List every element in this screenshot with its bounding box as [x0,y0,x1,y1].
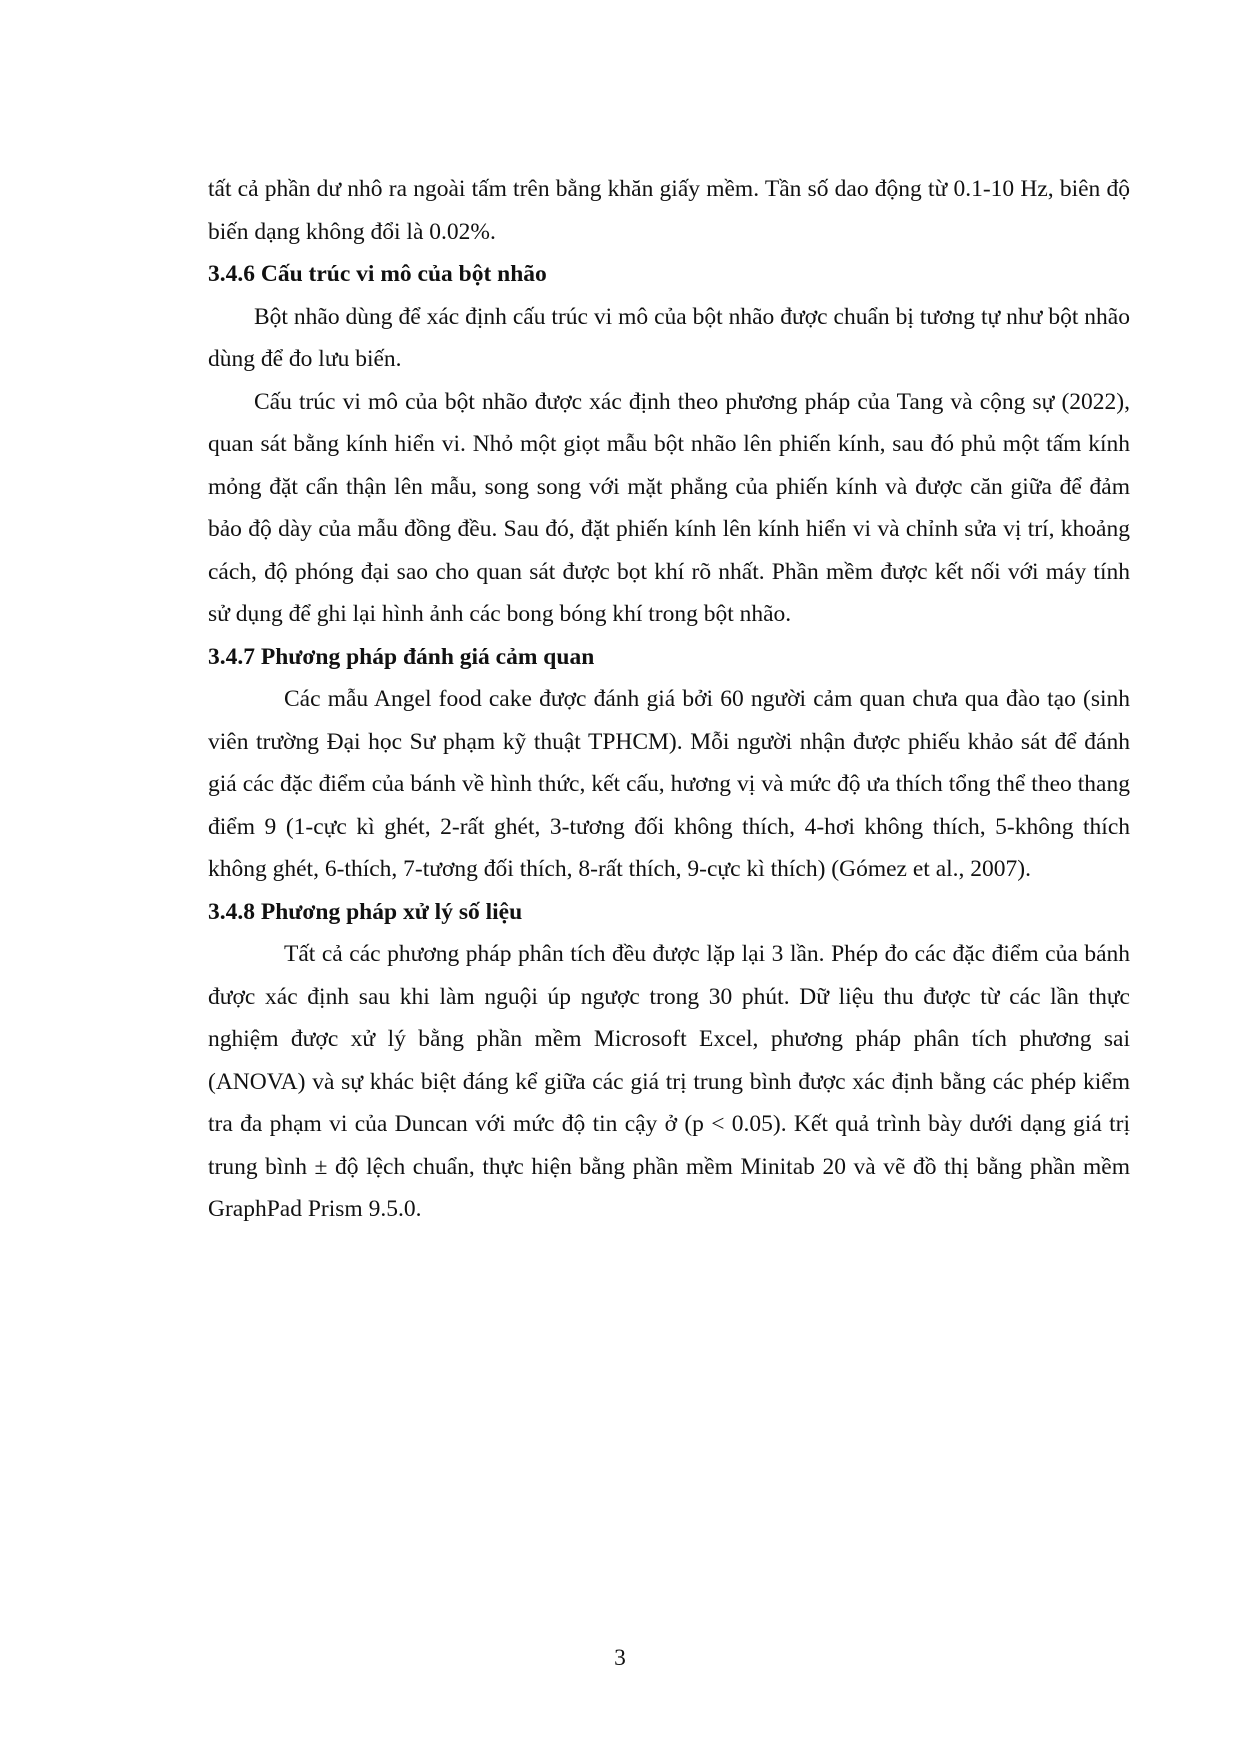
continuation-paragraph: tất cả phần dư nhô ra ngoài tấm trên bằng khăn giấy mềm. Tần số dao động từ 0.1-10 Hz, biên độ biến dạng không đổi là 0.02%. [208,176,1130,245]
section-heading-3-4-8: 3.4.8 Phương pháp xử lý số liệu [208,898,523,925]
page-number: 3 [614,1645,626,1671]
paragraph-3-4-8-1: Tất cả các phương pháp phân tích đều được lặp lại 3 lần. Phép đo các đặc điểm của bánh được xác định sau khi làm nguội úp ngược trong 30 phút. Dữ liệu thu được từ các lần thực nghiệm được xử lý bằng phần mềm Microsoft Excel, phương pháp phân tích phương sai (ANOVA) và sự khác biệt đáng kể giữa các giá trị trung bình được xác định bằng các phép kiểm tra đa phạm vi của Duncan với mức độ tin cậy ở (p < 0.05). Kết quả trình bày dưới dạng giá trị trung bình ± độ lệch chuẩn, thực hiện bằng phần mềm Minitab 20 và vẽ đồ thị bằng phần mềm GraphPad Prism 9.5.0. [208,941,1130,1222]
section-heading-3-4-6: 3.4.6 Cấu trúc vi mô của bột nhão [208,261,547,287]
paragraph-3-4-6-2: Cấu trúc vi mô của bột nhão được xác định theo phương pháp của Tang và cộng sự (2022), quan sát bằng kính hiển vi. Nhỏ một giọt mẫu bột nhão lên phiến kính, sau đó phủ một tấm kính mỏng đặt cẩn thận lên mẫu, song song với mặt phẳng của phiến kính và được căn giữa để đảm bảo độ dày của mẫu đồng đều. Sau đó, đặt phiến kính lên kính hiển vi và chỉnh sửa vị trí, khoảng cách, độ phóng đại sao cho quan sát được bọt khí rõ nhất. Phần mềm được kết nối với máy tính sử dụng để ghi lại hình ảnh các bong bóng khí trong bột nhão. [208,388,1130,627]
page-body [208,168,1130,1231]
section-heading-3-4-7: 3.4.7 Phương pháp đánh giá cảm quan [208,643,595,670]
paragraph-3-4-7-1: Các mẫu Angel food cake được đánh giá bởi 60 người cảm quan chưa qua đào tạo (sinh viên trường Đại học Sư phạm kỹ thuật TPHCM). Mỗi người nhận được phiếu khảo sát để đánh giá các đặc điểm của bánh về hình thức, kết cấu, hương vị và mức độ ưa thích tổng thể theo thang điểm 9 (1-cực kì ghét, 2-rất ghét, 3-tương đối không thích, 4-hơi không thích, 5-không thích không ghét, 6-thích, 7-tương đối thích, 8-rất thích, 9-cực kì thích) (Gómez et al., 2007). [208,686,1130,882]
paragraph-3-4-6-1: Bột nhão dùng để xác định cấu trúc vi mô của bột nhão được chuẩn bị tương tự như bột nhão dùng để đo lưu biến. [208,303,1130,372]
